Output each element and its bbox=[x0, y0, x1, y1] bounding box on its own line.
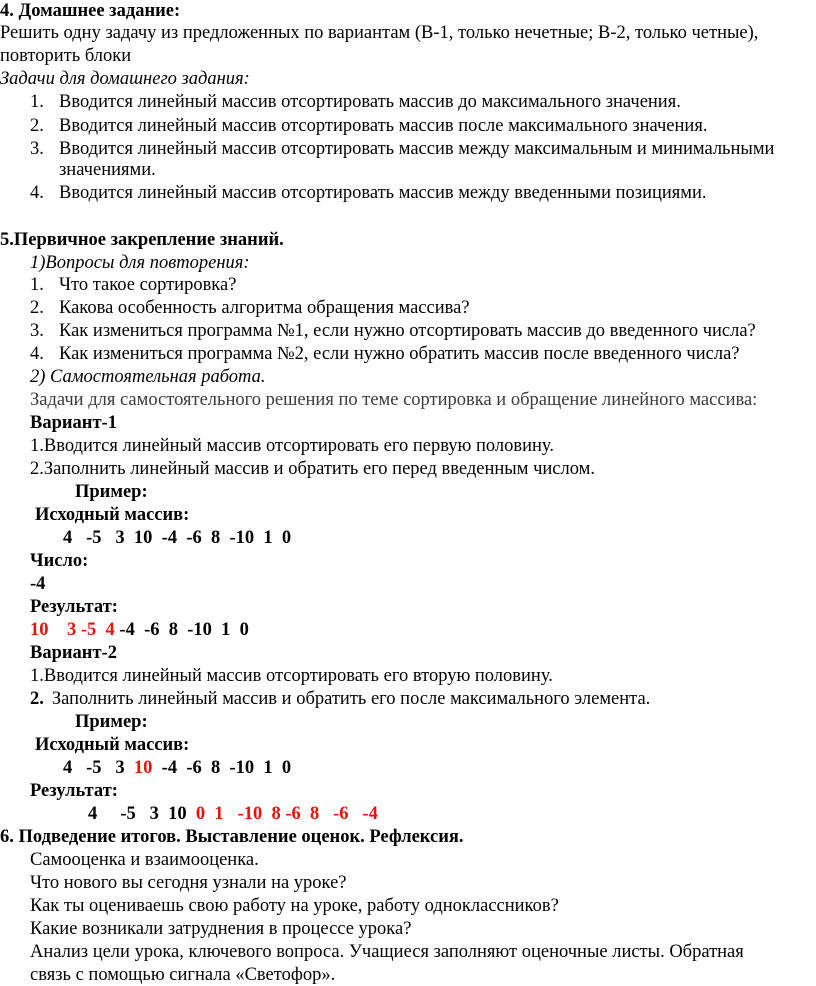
list-item bbox=[30, 343, 740, 365]
variant2-title: Вариант-2 bbox=[30, 643, 117, 663]
list-item-number: 3. bbox=[30, 139, 44, 159]
list-item-number: 1. bbox=[30, 275, 44, 295]
section4-tasks-title: Задачи для домашнего задания: bbox=[0, 69, 250, 89]
list-item-text: Вводится линейный массив отсортировать массив между введенными позициями. bbox=[59, 183, 707, 203]
variant2-task1: 1.Вводится линейный массив отсортировать его вторую половину. bbox=[30, 666, 553, 686]
variant1-result-label: Результат: bbox=[30, 597, 118, 617]
list-item-number: 4. bbox=[30, 344, 44, 364]
list-item-text: Как измениться программа №2, если нужно обратить массив после введенного числа? bbox=[59, 344, 740, 364]
variant1-source-array: 4 -5 3 10 -4 -6 8 -10 1 0 bbox=[63, 528, 292, 548]
source-part-b: -4 -6 8 -10 1 0 bbox=[152, 758, 292, 778]
variant1-task1: 1.Вводится линейный массив отсортировать его первую половину. bbox=[30, 436, 554, 456]
self-work-intro: Задачи для самостоятельного решения по теме сортировка и обращение линейного массива: bbox=[30, 390, 758, 410]
reflection-line: Какие возникали затруднения в процессе урока? bbox=[30, 919, 412, 939]
variant2-source-label: Исходный массив: bbox=[35, 735, 190, 755]
result-rest: -4 -6 8 -10 1 0 bbox=[114, 620, 249, 640]
section4-heading: 4. Домашнее задание: bbox=[0, 1, 181, 21]
source-highlight: 10 bbox=[133, 758, 153, 778]
list-item-number: 1. bbox=[30, 92, 44, 112]
reflection-line: связь с помощью сигнала «Светофор». bbox=[30, 965, 336, 985]
list-item-text: Что такое сортировка? bbox=[59, 275, 237, 295]
result-rest: 4 -5 3 10 bbox=[88, 804, 196, 824]
reflection-line: Что нового вы сегодня узнали на уроке? bbox=[30, 873, 347, 893]
variant2-example-label: Пример: bbox=[75, 712, 148, 732]
variant1-example-label: Пример: bbox=[75, 482, 148, 502]
list-item-number: 2. bbox=[30, 298, 44, 318]
variant2-task2-number: 2. bbox=[30, 689, 44, 709]
list-item-text: Вводится линейный массив отсортировать массив до максимального значения. bbox=[59, 92, 681, 112]
variant1-number-label: Число: bbox=[30, 551, 89, 571]
list-item-text: Вводится линейный массив отсортировать массив после максимального значения. bbox=[59, 116, 708, 136]
section4-intro-line1: Решить одну задачу из предложенных по вариантам (В-1, только нечетные; В-2, только четные), bbox=[0, 23, 759, 43]
reflection-line: Как ты оцениваешь свою работу на уроке, работу одноклассников? bbox=[30, 896, 559, 916]
list-item bbox=[30, 274, 236, 296]
list-item-text: Как измениться программа №1, если нужно отсортировать массив до введенного числа? bbox=[59, 321, 756, 341]
list-item-number: 2. bbox=[30, 116, 44, 136]
list-item bbox=[30, 159, 156, 181]
variant1-task2: 2.Заполнить линейный массив и обратить его перед введенным числом. bbox=[30, 459, 595, 479]
variant2-task2 bbox=[30, 688, 650, 710]
list-item bbox=[30, 115, 707, 137]
list-item-text: Какова особенность алгоритма обращения массива? bbox=[59, 298, 470, 318]
list-item bbox=[30, 320, 756, 342]
reflection-line: Анализ цели урока, ключевого вопроса. Учащиеся заполняют оценочные листы. Обратная bbox=[30, 942, 744, 962]
list-item-text: значениями. bbox=[59, 160, 156, 180]
list-item bbox=[30, 138, 774, 160]
reflection-line: Самооценка и взаимооценка. bbox=[30, 850, 259, 870]
list-item bbox=[30, 182, 707, 204]
self-work-title: 2) Самостоятельная работа. bbox=[30, 367, 266, 387]
section5-questions-title: 1)Вопросы для повторения: bbox=[30, 253, 250, 273]
section4-intro-line2: повторить блоки bbox=[0, 46, 132, 66]
result-highlight: 10 3 -5 4 bbox=[30, 620, 115, 640]
variant1-result-array bbox=[30, 619, 249, 641]
list-item-number: 3. bbox=[30, 321, 44, 341]
result-highlight: 0 1 -10 8 -6 8 -6 -4 bbox=[195, 804, 378, 824]
list-item bbox=[30, 91, 681, 113]
variant1-number-value: -4 bbox=[30, 574, 46, 594]
section6-heading: 6. Подведение итогов. Выставление оценок. Рефлексия. bbox=[0, 827, 464, 847]
variant1-title: Вариант-1 bbox=[30, 413, 117, 433]
variant1-source-label: Исходный массив: bbox=[35, 505, 190, 525]
list-item-number: 4. bbox=[30, 183, 44, 203]
variant2-task2-text: Заполнить линейный массив и обратить его после максимального элемента. bbox=[51, 689, 651, 709]
variant2-source-array bbox=[63, 757, 291, 779]
variant2-result-array bbox=[88, 803, 378, 825]
list-item bbox=[30, 297, 470, 319]
section5-heading: 5.Первичное закрепление знаний. bbox=[0, 230, 284, 250]
variant2-result-label: Результат: bbox=[30, 781, 118, 801]
source-part-a: 4 -5 3 bbox=[63, 758, 134, 778]
list-item-text: Вводится линейный массив отсортировать массив между максимальным и минимальными bbox=[59, 139, 775, 159]
